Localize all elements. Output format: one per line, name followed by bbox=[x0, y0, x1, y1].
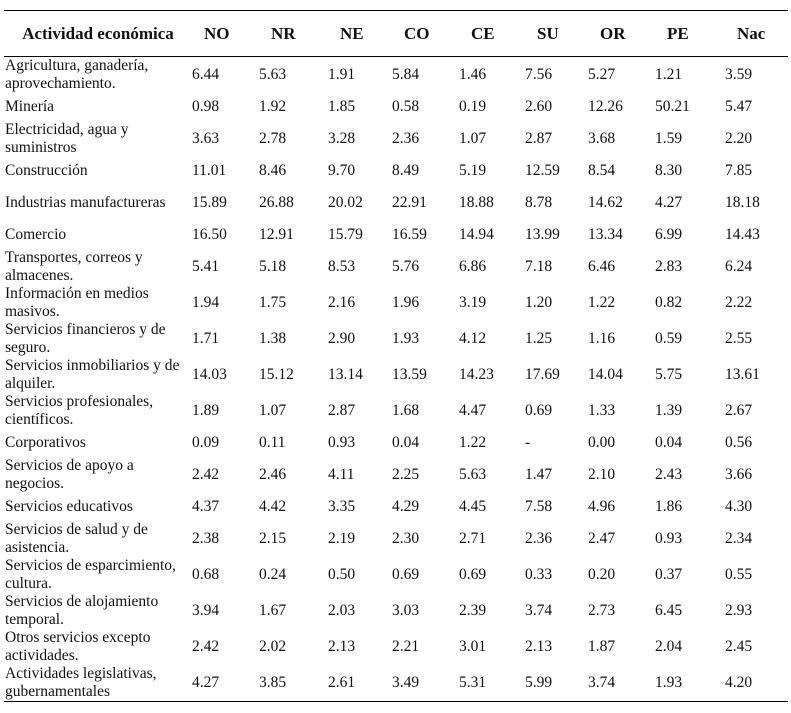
cell-pe: 1.86 bbox=[655, 498, 683, 515]
column-header-ce: CE bbox=[471, 24, 495, 43]
cell-su: 12.59 bbox=[525, 162, 560, 179]
row-label: Otros servicios excepto actividades. bbox=[5, 629, 151, 664]
cell-nr: 1.38 bbox=[259, 330, 287, 347]
cell-su: 3.74 bbox=[525, 602, 553, 619]
cell-nr: 5.63 bbox=[259, 66, 287, 83]
cell-or: 8.54 bbox=[588, 162, 616, 179]
cell-or: 2.10 bbox=[588, 466, 616, 483]
table-row bbox=[4, 121, 788, 157]
cell-co: 4.29 bbox=[392, 498, 420, 515]
cell-ce: 1.46 bbox=[459, 66, 487, 83]
cell-ce: 0.69 bbox=[459, 566, 487, 583]
cell-or: 3.68 bbox=[588, 130, 616, 147]
cell-ne: 2.19 bbox=[328, 530, 356, 547]
cell-nac: 3.59 bbox=[725, 66, 753, 83]
cell-ne: 2.13 bbox=[328, 638, 356, 655]
cell-nac: 18.18 bbox=[725, 194, 760, 211]
cell-or: 1.22 bbox=[588, 294, 616, 311]
row-label: Corporativos bbox=[5, 434, 86, 451]
row-label: Minería bbox=[5, 98, 55, 115]
cell-nac: 3.66 bbox=[725, 466, 753, 483]
cell-no: 0.68 bbox=[192, 566, 220, 583]
cell-or: 14.62 bbox=[588, 194, 623, 211]
cell-nr: 12.91 bbox=[259, 226, 294, 243]
cell-ce: 2.71 bbox=[459, 530, 487, 547]
cell-nr: 26.88 bbox=[259, 194, 294, 211]
cell-nr: 4.42 bbox=[259, 498, 287, 515]
cell-co: 16.59 bbox=[392, 226, 427, 243]
cell-co: 5.76 bbox=[392, 258, 420, 275]
cell-pe: 2.04 bbox=[655, 638, 683, 655]
cell-ce: 6.86 bbox=[459, 258, 487, 275]
cell-ce: 14.23 bbox=[459, 366, 494, 383]
cell-or: 1.16 bbox=[588, 330, 616, 347]
cell-nr: 8.46 bbox=[259, 162, 287, 179]
cell-no: 4.27 bbox=[192, 674, 220, 691]
cell-no: 14.03 bbox=[192, 366, 227, 383]
cell-or: 4.96 bbox=[588, 498, 616, 515]
table-row bbox=[4, 285, 788, 321]
cell-su: 2.36 bbox=[525, 530, 553, 547]
cell-su: 7.58 bbox=[525, 498, 553, 515]
cell-ne: 4.11 bbox=[328, 466, 355, 483]
table-row bbox=[4, 249, 788, 285]
table-row bbox=[4, 157, 788, 185]
cell-ne: 13.14 bbox=[328, 366, 363, 383]
row-label: Servicios inmobiliarios y de alquiler. bbox=[5, 357, 180, 392]
cell-su: 7.18 bbox=[525, 258, 553, 275]
cell-or: 0.00 bbox=[588, 434, 616, 451]
cell-ne: 2.90 bbox=[328, 330, 356, 347]
cell-ne: 9.70 bbox=[328, 162, 356, 179]
cell-nac: 0.55 bbox=[725, 566, 753, 583]
cell-ce: 4.45 bbox=[459, 498, 487, 515]
cell-pe: 1.59 bbox=[655, 130, 683, 147]
cell-su: 1.25 bbox=[525, 330, 553, 347]
cell-no: 0.09 bbox=[192, 434, 220, 451]
cell-co: 13.59 bbox=[392, 366, 427, 383]
cell-ce: 3.19 bbox=[459, 294, 487, 311]
table-row bbox=[4, 557, 788, 593]
cell-su: 1.47 bbox=[525, 466, 553, 483]
cell-co: 2.30 bbox=[392, 530, 420, 547]
table-row bbox=[4, 629, 788, 665]
cell-su: 2.13 bbox=[525, 638, 553, 655]
cell-nac: 13.61 bbox=[725, 366, 760, 383]
cell-co: 1.93 bbox=[392, 330, 420, 347]
cell-ce: 5.63 bbox=[459, 466, 487, 483]
cell-pe: 1.21 bbox=[655, 66, 683, 83]
cell-or: 1.87 bbox=[588, 638, 616, 655]
row-label: Construcción bbox=[5, 162, 88, 179]
cell-nr: 15.12 bbox=[259, 366, 294, 383]
cell-or: 2.47 bbox=[588, 530, 616, 547]
column-header-no: NO bbox=[204, 24, 230, 43]
table-row bbox=[4, 393, 788, 429]
cell-no: 1.71 bbox=[192, 330, 220, 347]
table-row bbox=[4, 593, 788, 629]
row-label: Servicios de esparcimiento, cultura. bbox=[5, 557, 176, 592]
cell-ne: 2.16 bbox=[328, 294, 356, 311]
cell-nr: 2.78 bbox=[259, 130, 287, 147]
cell-nac: 2.93 bbox=[725, 602, 753, 619]
cell-co: 2.36 bbox=[392, 130, 420, 147]
cell-ce: 5.31 bbox=[459, 674, 487, 691]
cell-ce: 1.22 bbox=[459, 434, 487, 451]
row-label: Transportes, correos y almacenes. bbox=[5, 249, 143, 284]
cell-nac: 2.22 bbox=[725, 294, 753, 311]
cell-ne: 2.87 bbox=[328, 402, 356, 419]
cell-nac: 2.20 bbox=[725, 130, 753, 147]
cell-nr: 2.15 bbox=[259, 530, 287, 547]
cell-co: 5.84 bbox=[392, 66, 420, 83]
cell-nac: 2.34 bbox=[725, 530, 753, 547]
row-label: Comercio bbox=[5, 226, 67, 243]
table-row bbox=[4, 57, 788, 94]
cell-co: 0.04 bbox=[392, 434, 420, 451]
cell-no: 4.37 bbox=[192, 498, 220, 515]
row-label: Servicios educativos bbox=[5, 498, 133, 515]
cell-ce: 14.94 bbox=[459, 226, 494, 243]
cell-nac: 2.67 bbox=[725, 402, 753, 419]
cell-ne: 2.61 bbox=[328, 674, 356, 691]
cell-no: 16.50 bbox=[192, 226, 227, 243]
cell-no: 11.01 bbox=[192, 162, 227, 179]
cell-ne: 3.35 bbox=[328, 498, 356, 515]
cell-ne: 0.93 bbox=[328, 434, 356, 451]
row-label: Servicios financieros y de seguro. bbox=[5, 321, 166, 356]
cell-nr: 1.07 bbox=[259, 402, 287, 419]
cell-or: 14.04 bbox=[588, 366, 623, 383]
cell-nr: 2.46 bbox=[259, 466, 287, 483]
cell-nac: 14.43 bbox=[725, 226, 760, 243]
row-label: Servicios de alojamiento temporal. bbox=[5, 593, 159, 628]
cell-pe: 0.82 bbox=[655, 294, 683, 311]
table-row bbox=[4, 429, 788, 457]
cell-no: 1.89 bbox=[192, 402, 220, 419]
column-header-activity: Actividad económica bbox=[22, 24, 174, 43]
cell-nr: 0.24 bbox=[259, 566, 287, 583]
cell-co: 1.68 bbox=[392, 402, 420, 419]
cell-no: 1.94 bbox=[192, 294, 220, 311]
cell-no: 3.94 bbox=[192, 602, 220, 619]
cell-su: 8.78 bbox=[525, 194, 553, 211]
cell-or: 13.34 bbox=[588, 226, 623, 243]
table-row bbox=[4, 185, 788, 221]
cell-ne: 1.91 bbox=[328, 66, 356, 83]
cell-pe: 0.93 bbox=[655, 530, 683, 547]
cell-ce: 4.12 bbox=[459, 330, 487, 347]
cell-or: 12.26 bbox=[588, 98, 623, 115]
table-row bbox=[4, 521, 788, 557]
cell-ne: 0.50 bbox=[328, 566, 356, 583]
cell-or: 5.27 bbox=[588, 66, 616, 83]
cell-nac: 6.24 bbox=[725, 258, 753, 275]
cell-nr: 5.18 bbox=[259, 258, 287, 275]
row-label: Agricultura, ganadería, aprovechamiento. bbox=[5, 57, 149, 92]
cell-ce: 18.88 bbox=[459, 194, 494, 211]
cell-co: 3.49 bbox=[392, 674, 420, 691]
cell-su: - bbox=[525, 434, 531, 451]
cell-co: 3.03 bbox=[392, 602, 420, 619]
cell-no: 5.41 bbox=[192, 258, 220, 275]
cell-nac: 4.30 bbox=[725, 498, 753, 515]
cell-co: 22.91 bbox=[392, 194, 427, 211]
cell-ne: 20.02 bbox=[328, 194, 363, 211]
cell-pe: 4.27 bbox=[655, 194, 683, 211]
cell-no: 2.42 bbox=[192, 638, 220, 655]
cell-nr: 1.67 bbox=[259, 602, 287, 619]
column-header-pe: PE bbox=[667, 24, 689, 43]
column-header-ne: NE bbox=[340, 24, 364, 43]
cell-nac: 2.55 bbox=[725, 330, 753, 347]
cell-no: 15.89 bbox=[192, 194, 227, 211]
data-table-container bbox=[4, 10, 788, 702]
row-label: Servicios de salud y de asistencia. bbox=[5, 521, 148, 556]
cell-pe: 2.83 bbox=[655, 258, 683, 275]
cell-co: 0.69 bbox=[392, 566, 420, 583]
table-row bbox=[4, 357, 788, 393]
table-row bbox=[4, 493, 788, 521]
cell-co: 2.21 bbox=[392, 638, 420, 655]
column-header-or: OR bbox=[600, 24, 626, 43]
cell-su: 1.20 bbox=[525, 294, 553, 311]
cell-pe: 0.59 bbox=[655, 330, 683, 347]
row-label: Información en medios masivos. bbox=[5, 285, 149, 320]
cell-su: 0.69 bbox=[525, 402, 553, 419]
table-row bbox=[4, 457, 788, 493]
cell-pe: 2.43 bbox=[655, 466, 683, 483]
cell-pe: 1.93 bbox=[655, 674, 683, 691]
cell-pe: 0.37 bbox=[655, 566, 683, 583]
cell-or: 0.20 bbox=[588, 566, 616, 583]
cell-pe: 50.21 bbox=[655, 98, 690, 115]
cell-nac: 2.45 bbox=[725, 638, 753, 655]
cell-su: 5.99 bbox=[525, 674, 553, 691]
row-label: Industrias manufactureras bbox=[5, 194, 166, 211]
cell-nac: 0.56 bbox=[725, 434, 753, 451]
cell-su: 2.60 bbox=[525, 98, 553, 115]
cell-nr: 1.75 bbox=[259, 294, 287, 311]
cell-no: 2.38 bbox=[192, 530, 220, 547]
cell-su: 7.56 bbox=[525, 66, 553, 83]
cell-nr: 3.85 bbox=[259, 674, 287, 691]
cell-ne: 8.53 bbox=[328, 258, 356, 275]
cell-nac: 5.47 bbox=[725, 98, 753, 115]
cell-ce: 5.19 bbox=[459, 162, 487, 179]
column-header-nac: Nac bbox=[737, 24, 766, 43]
table-row bbox=[4, 221, 788, 249]
cell-nac: 4.20 bbox=[725, 674, 753, 691]
cell-pe: 6.45 bbox=[655, 602, 683, 619]
cell-ne: 1.85 bbox=[328, 98, 356, 115]
cell-co: 2.25 bbox=[392, 466, 420, 483]
cell-su: 0.33 bbox=[525, 566, 553, 583]
cell-ne: 3.28 bbox=[328, 130, 356, 147]
cell-co: 0.58 bbox=[392, 98, 420, 115]
cell-pe: 5.75 bbox=[655, 366, 683, 383]
cell-ce: 0.19 bbox=[459, 98, 487, 115]
cell-no: 6.44 bbox=[192, 66, 220, 83]
cell-ne: 15.79 bbox=[328, 226, 363, 243]
cell-ne: 2.03 bbox=[328, 602, 356, 619]
table-row bbox=[4, 665, 788, 702]
cell-no: 0.98 bbox=[192, 98, 220, 115]
cell-ce: 2.39 bbox=[459, 602, 487, 619]
cell-ce: 4.47 bbox=[459, 402, 487, 419]
cell-pe: 8.30 bbox=[655, 162, 683, 179]
cell-co: 1.96 bbox=[392, 294, 420, 311]
cell-nr: 1.92 bbox=[259, 98, 287, 115]
table-header-row bbox=[4, 11, 788, 57]
cell-su: 17.69 bbox=[525, 366, 560, 383]
row-label: Electricidad, agua y suministros bbox=[5, 121, 129, 156]
cell-co: 8.49 bbox=[392, 162, 420, 179]
cell-nac: 7.85 bbox=[725, 162, 753, 179]
cell-nr: 0.11 bbox=[259, 434, 286, 451]
cell-or: 6.46 bbox=[588, 258, 616, 275]
column-header-nr: NR bbox=[271, 24, 296, 43]
cell-no: 2.42 bbox=[192, 466, 220, 483]
cell-pe: 6.99 bbox=[655, 226, 683, 243]
cell-no: 3.63 bbox=[192, 130, 220, 147]
economic-activity-table bbox=[4, 10, 788, 702]
row-label: Servicios de apoyo a negocios. bbox=[5, 457, 134, 492]
cell-or: 2.73 bbox=[588, 602, 616, 619]
column-header-su: SU bbox=[537, 24, 559, 43]
cell-su: 2.87 bbox=[525, 130, 553, 147]
cell-or: 1.33 bbox=[588, 402, 616, 419]
cell-ce: 3.01 bbox=[459, 638, 487, 655]
cell-nr: 2.02 bbox=[259, 638, 287, 655]
table-row bbox=[4, 93, 788, 121]
cell-pe: 0.04 bbox=[655, 434, 683, 451]
cell-ce: 1.07 bbox=[459, 130, 487, 147]
cell-or: 3.74 bbox=[588, 674, 616, 691]
row-label: Actividades legislativas, gubernamentales bbox=[5, 665, 157, 700]
column-header-co: CO bbox=[404, 24, 430, 43]
row-label: Servicios profesionales, científicos. bbox=[5, 393, 154, 428]
cell-su: 13.99 bbox=[525, 226, 560, 243]
cell-pe: 1.39 bbox=[655, 402, 683, 419]
table-row bbox=[4, 321, 788, 357]
